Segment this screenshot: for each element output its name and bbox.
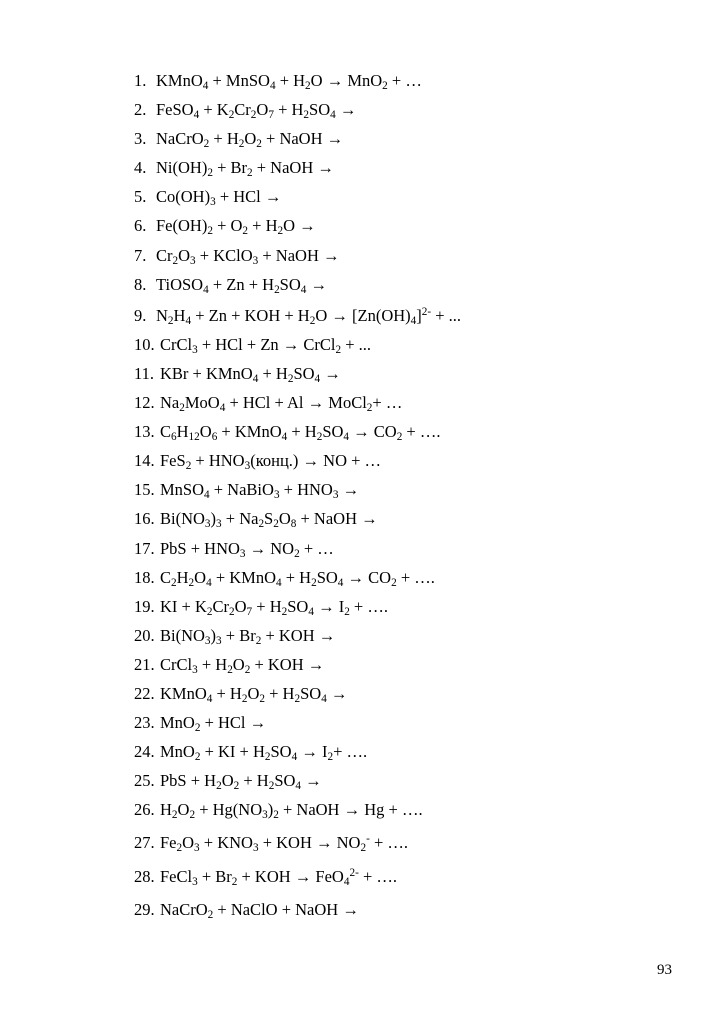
equation-number: 7.	[134, 245, 147, 265]
equation-formula: KMnO$_4$ + MnSO$_4$ + $H_2O \to MnO_2$ + …	[156, 71, 422, 92]
page-number: 93	[657, 962, 672, 978]
equation-number: 5.	[134, 187, 147, 207]
equation-item	[134, 124, 654, 153]
equation-formula: FeSO$_4$ + $K_2Cr_2O_7 + H_2SO_4$ →	[156, 100, 357, 121]
equation-item	[134, 417, 654, 446]
equation-formula: MnSO$_4$ + NaBiO$_3$ + $HNO_3$ →	[160, 480, 360, 502]
equation-item	[134, 621, 654, 650]
equation-number: 2.	[134, 100, 147, 120]
equation-item	[134, 679, 654, 708]
equation-formula: PbS + $HNO_3 \to NO_2$ + …	[160, 538, 334, 560]
equation-number: 16.	[134, 509, 155, 529]
equation-number: 27.	[134, 833, 155, 853]
equation-formula: $Cr_2O_3$ + KClO$_3$ + NaOH →	[156, 245, 340, 267]
equation-item	[134, 766, 654, 795]
equation-item	[134, 301, 654, 330]
equation-number: 28.	[134, 866, 155, 886]
equation-number: 6.	[134, 216, 147, 236]
equation-number: 1.	[134, 71, 147, 90]
equation-item	[134, 708, 654, 737]
equation-formula: $Bi(NO_3)_3 + Br_2$ + KOH →	[160, 625, 336, 647]
equation-number: 25.	[134, 771, 155, 791]
equation-formula: $H_2O_2 + Hg(NO_3)_2$ + NaOH → Hg + ….	[160, 800, 423, 822]
equation-formula: $FeS_2 + HNO_3(конц.)$ → NO + …	[160, 451, 382, 473]
equation-number: 9.	[134, 305, 147, 325]
equation-number: 23.	[134, 713, 155, 733]
equation-formula: NaCrO$_2$ + $H_2O_2$ + NaOH →	[156, 129, 344, 150]
equation-item	[134, 504, 654, 533]
equation-item	[134, 895, 654, 924]
equation-item	[134, 241, 654, 270]
equation-formula: $Ni(OH)_2 + Br_2$ + NaOH →	[156, 158, 334, 180]
equation-formula: $N_2H_4 + Zn$ + KOH + $H_2O \to [Zn(OH)_4]^{2-}$ + ...	[156, 305, 462, 327]
equation-item	[134, 388, 654, 417]
equation-formula: FeCl$_3$ + $Br_2$ + KOH → FeO$_4^{2-}$ + ….	[160, 866, 397, 888]
equation-number: 17.	[134, 538, 155, 558]
equation-number: 21.	[134, 654, 155, 674]
equation-formula: MnO$_2$ + HCl →	[160, 713, 267, 734]
equation-formula: KMnO$_4$ + $H_2O_2 + H_2SO_4$ →	[160, 683, 348, 705]
equation-formula: $Bi(NO_3)_3 + Na_2S_2O_8$ + NaOH →	[160, 509, 378, 531]
equation-number: 18.	[134, 567, 155, 587]
equation-item	[134, 359, 654, 388]
equation-number: 15.	[134, 480, 155, 500]
equation-item	[134, 153, 654, 182]
equation-item	[134, 446, 654, 475]
equation-item	[134, 563, 654, 592]
equation-formula: TiOSO$_4$ + $Zn + H_2SO_4$ →	[156, 274, 327, 296]
equation-number: 20.	[134, 625, 155, 645]
equation-formula: $Fe(OH)_2 + O_2 + H_2O$ →	[156, 216, 316, 238]
equation-number: 22.	[134, 683, 155, 703]
equation-number: 14.	[134, 451, 155, 471]
equation-number: 8.	[134, 274, 147, 294]
equation-number: 13.	[134, 422, 155, 442]
equation-item	[134, 828, 654, 857]
equation-item	[134, 270, 654, 299]
equation-number: 24.	[134, 742, 155, 762]
equation-formula: NaCrO$_2$ + NaClO + NaOH →	[160, 899, 359, 921]
equation-formula: $Co(OH)_3$ + HCl →	[156, 187, 282, 209]
equation-item	[134, 795, 654, 824]
equation-number: 19.	[134, 596, 155, 616]
equation-number: 10.	[134, 334, 155, 354]
equation-item	[134, 592, 654, 621]
equation-number: 11.	[134, 363, 155, 383]
equation-item	[134, 182, 654, 211]
equation-item	[134, 862, 654, 891]
equation-formula: CrCl$_3$ + HCl + Zn → CrCl$_2$ + ...	[160, 334, 372, 356]
equation-formula: PbS + $H_2O_2 + H_2SO_4$ →	[160, 771, 322, 793]
equation-formula: $C_6H_{12}O_6$ + KMnO$_4$ + $H_2SO_4 \to CO_2$ + ….	[160, 422, 441, 443]
equation-formula: MnO$_2$ + KI + $H_2SO_4 \to I_2+$ ….	[160, 742, 368, 763]
equation-item	[134, 737, 654, 766]
equation-formula: $Na_2MoO_4$ + HCl + Al → MoCl$_2$+ …	[160, 393, 403, 414]
equation-item	[134, 95, 654, 124]
equation-item	[134, 211, 654, 240]
equation-list	[134, 66, 654, 924]
equation-item	[134, 534, 654, 563]
equation-item	[134, 66, 654, 95]
equation-formula: KBr + KMnO$_4$ + $H_2SO_4$ →	[160, 363, 341, 385]
equation-formula: $Fe_2O_3 + KNO_3$ + KOH → $NO_2^-$ + ….	[160, 833, 408, 855]
equation-number: 26.	[134, 800, 155, 820]
equation-number: 3.	[134, 129, 147, 149]
equation-formula: $C_2H_2O_4$ + KMnO$_4$ + $H_2SO_4 \to CO_2$ + ….	[160, 567, 435, 589]
equation-number: 4.	[134, 158, 147, 178]
equation-item	[134, 330, 654, 359]
equation-number: 12.	[134, 393, 155, 413]
equation-formula: KI + $K_2Cr_2O_7 + H_2SO_4 \to I_2$ + ….	[160, 596, 388, 618]
equation-number: 29.	[134, 899, 155, 919]
equation-formula: CrCl$_3$ + $H_2O_2$ + KOH →	[160, 654, 325, 676]
equation-item	[134, 475, 654, 504]
equation-item	[134, 650, 654, 679]
